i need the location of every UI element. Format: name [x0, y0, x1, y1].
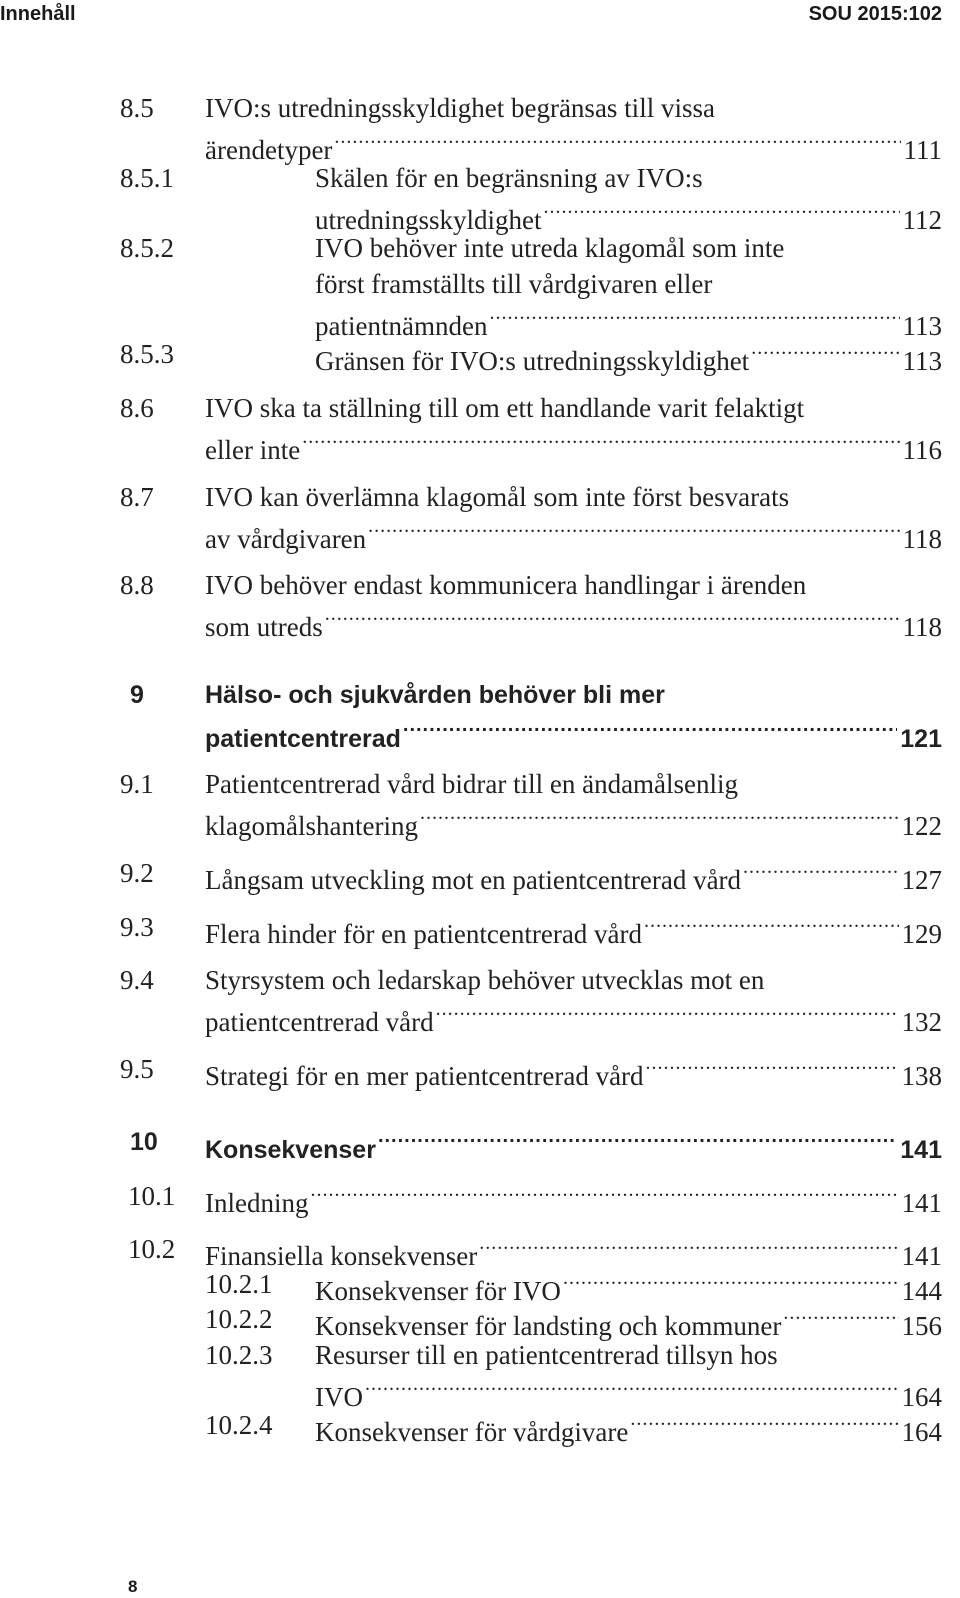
leader-dots	[630, 1409, 898, 1441]
toc-page-number: 164	[901, 1417, 942, 1447]
toc-page-number: 164	[901, 1382, 942, 1412]
toc-entry-link[interactable]	[315, 1409, 942, 1448]
toc-page-number: 141	[900, 1136, 942, 1164]
toc-entry-title: Gränsen för IVO:s utredningsskyldighet	[315, 346, 750, 376]
toc-entry-title: Konsekvenser för landsting och kommuner	[315, 1311, 782, 1341]
toc-entry-link[interactable]	[205, 127, 942, 166]
toc-page-number: 113	[902, 346, 942, 376]
toc-entry-title: IVO behöver endast kommunicera handlingar i ärenden	[205, 570, 807, 600]
page-number: 8	[128, 1577, 138, 1596]
toc-chapter-title: Konsekvenser	[205, 1136, 376, 1164]
toc-entry-link[interactable]	[205, 604, 942, 643]
toc-page-number: 127	[901, 865, 942, 895]
toc-entry-title: IVO	[315, 1382, 363, 1412]
toc-entry-title: Strategi för en mer patientcentrerad vård	[205, 1061, 644, 1091]
leader-dots	[368, 516, 899, 548]
toc-entry-number: 9.5	[120, 1054, 154, 1084]
toc-entry-title: Konsekvenser för vårdgivare	[315, 1417, 629, 1447]
toc-entry-title: Finansiella konsekvenser	[205, 1241, 478, 1271]
toc-entry-link[interactable]	[205, 1053, 942, 1092]
toc-entry-title: ärendetyper	[205, 135, 333, 165]
leader-dots	[403, 715, 897, 747]
toc-page-number: 118	[902, 612, 942, 642]
toc-chapter-link[interactable]	[205, 1126, 942, 1166]
leader-dots	[365, 1374, 899, 1406]
toc-entry-number: 10.1	[128, 1181, 176, 1211]
toc-entry-title: Flera hinder för en patientcentrerad vård	[205, 919, 643, 949]
leader-dots	[325, 604, 900, 636]
toc-entry-link[interactable]	[315, 1268, 942, 1307]
toc-entry-link[interactable]	[205, 1233, 942, 1272]
toc-page-number: 116	[902, 435, 942, 465]
toc-entry-title: Skälen för en begränsning av IVO:s	[315, 163, 703, 193]
toc-entry-number: 9.1	[120, 769, 154, 799]
leader-dots	[310, 1180, 898, 1212]
toc-entry-number: 10.2.3	[205, 1340, 273, 1370]
toc-chapter-number: 10	[130, 1128, 158, 1156]
toc-page-number: 111	[903, 135, 942, 165]
toc-entry-link[interactable]	[205, 1180, 942, 1219]
toc-entry-number: 10.2.2	[205, 1304, 273, 1334]
toc-page-number: 129	[901, 919, 942, 949]
toc-entry-number: 10.2	[128, 1234, 176, 1264]
toc-entry-title: IVO:s utredningsskyldighet begränsas till vissa	[205, 93, 715, 123]
toc-entry-title: av vårdgivaren	[205, 524, 367, 554]
toc-entry-title: eller inte	[205, 435, 301, 465]
toc-page-number: 141	[901, 1241, 942, 1271]
leader-dots	[644, 911, 898, 943]
toc-entry-title: IVO kan överlämna klagomål som inte först besvarats	[205, 482, 790, 512]
toc-chapter-link[interactable]	[205, 715, 942, 755]
toc-page-number: 156	[901, 1311, 942, 1341]
toc-page-number: 113	[902, 311, 942, 341]
toc-entry-title: IVO ska ta ställning till om ett handlande varit felaktigt	[205, 393, 805, 423]
toc-page-number: 121	[900, 725, 942, 753]
toc-entry-number: 10.2.1	[205, 1269, 273, 1299]
leader-dots	[783, 1303, 898, 1335]
toc-entry-link[interactable]	[315, 1374, 942, 1413]
toc-chapter-title: Hälso- och sjukvården behöver bli mer	[205, 681, 665, 709]
toc-entry-number: 8.7	[120, 482, 154, 512]
toc-entry-number: 8.5	[120, 93, 154, 123]
toc-entry-number: 9.3	[120, 912, 154, 942]
toc-entry-link[interactable]	[205, 911, 942, 950]
toc-entry-title: Resurser till en patientcentrerad tillsyn hos	[315, 1340, 778, 1370]
toc-entry-number: 9.2	[120, 858, 154, 888]
toc-entry-title: klagomålshantering	[205, 811, 418, 841]
toc-entry-title: utredningsskyldighet	[315, 205, 542, 235]
toc-page-number: 144	[901, 1276, 942, 1306]
running-header-right: SOU 2015:102	[808, 3, 942, 25]
toc-entry-number: 9.4	[120, 965, 154, 995]
toc-entry-title: Inledning	[205, 1188, 309, 1218]
toc-entry-link[interactable]	[315, 197, 942, 236]
toc-page-number: 132	[901, 1007, 942, 1037]
leader-dots	[378, 1126, 897, 1158]
toc-entry-link[interactable]	[205, 999, 942, 1038]
leader-dots	[743, 857, 898, 889]
toc-entry-link[interactable]	[315, 303, 942, 342]
toc-entry-link[interactable]	[315, 338, 942, 377]
toc-entry-title: IVO behöver inte utreda klagomål som inte	[315, 233, 785, 263]
leader-dots	[751, 338, 899, 370]
toc-entry-number: 8.5.1	[120, 163, 174, 193]
toc-entry-title: Patientcentrerad vård bidrar till en ändamålsenlig	[205, 769, 739, 799]
toc-entry-title: patientcentrerad vård	[205, 1007, 434, 1037]
toc-entry-title: Långsam utveckling mot en patientcentrerad vård	[205, 865, 742, 895]
toc-entry-link[interactable]	[205, 427, 942, 466]
toc-chapter-number: 9	[130, 681, 144, 709]
toc-entry-number: 8.6	[120, 393, 154, 423]
leader-dots	[302, 427, 899, 459]
leader-dots	[334, 127, 900, 159]
toc-entry-number: 8.5.3	[120, 339, 174, 369]
toc-entry-link[interactable]	[205, 803, 942, 842]
toc-entry-number: 8.5.2	[120, 233, 174, 263]
toc-entry-title: patientnämnden	[315, 311, 488, 341]
leader-dots	[543, 197, 899, 229]
toc-entry-number: 8.8	[120, 570, 154, 600]
toc-entry-title: Konsekvenser för IVO	[315, 1276, 561, 1306]
leader-dots	[479, 1233, 898, 1265]
leader-dots	[563, 1268, 899, 1300]
toc-entry-link[interactable]	[205, 857, 942, 896]
toc-entry-number: 10.2.4	[205, 1410, 273, 1440]
toc-chapter-title: patientcentrerad	[205, 725, 401, 753]
running-header-left: Innehåll	[0, 3, 76, 25]
toc-page-number: 122	[901, 811, 942, 841]
toc-page-number: 141	[901, 1188, 942, 1218]
toc-entry-title: som utreds	[205, 612, 323, 642]
leader-dots	[489, 303, 899, 335]
leader-dots	[420, 803, 899, 835]
toc-entry-link[interactable]	[315, 1303, 942, 1342]
toc-entry-title: Styrsystem och ledarskap behöver utvecklas mot en	[205, 965, 765, 995]
toc-page-number: 118	[902, 524, 942, 554]
toc-entry-title: först framställts till vårdgivaren eller	[315, 269, 713, 299]
toc-page-number: 112	[902, 205, 942, 235]
leader-dots	[646, 1053, 899, 1085]
leader-dots	[436, 999, 899, 1031]
toc-entry-link[interactable]	[205, 516, 942, 555]
toc-page-number: 138	[901, 1061, 942, 1091]
